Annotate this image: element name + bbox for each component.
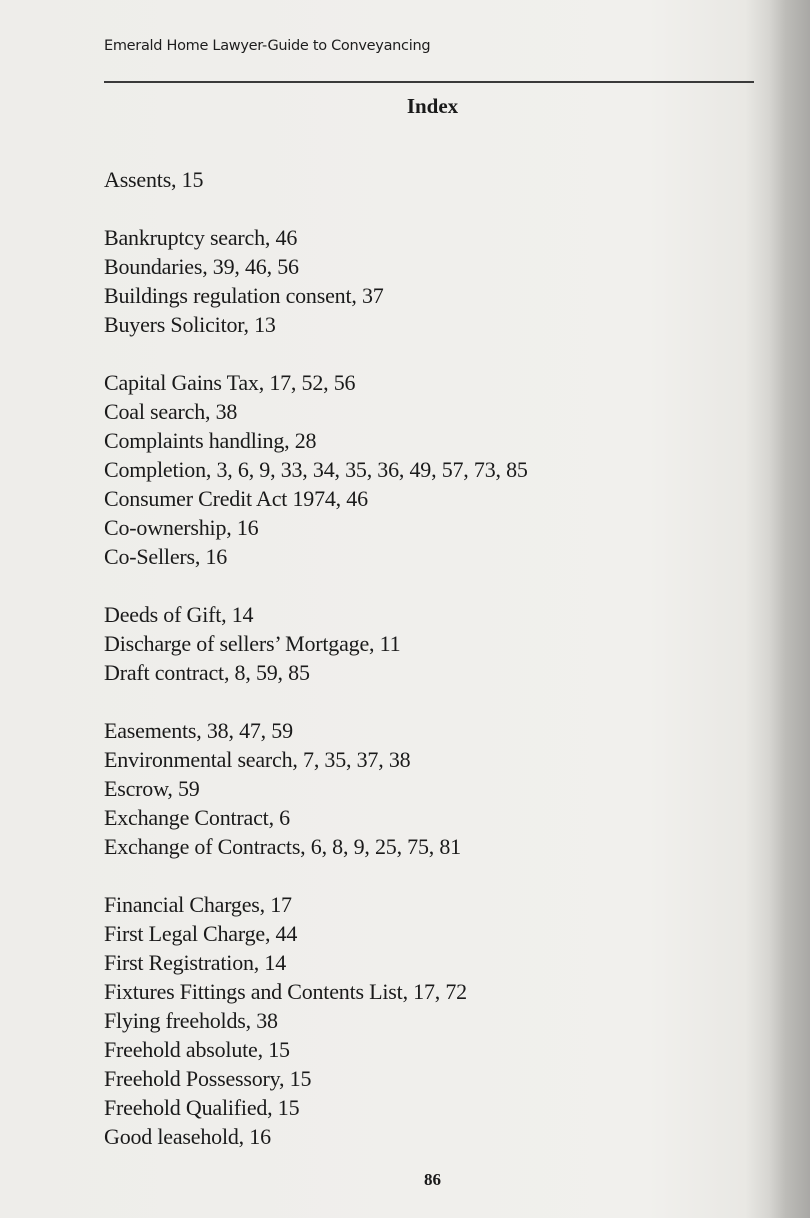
index-entry: Flying freeholds, 38 [104, 1008, 278, 1033]
index-entry: Draft contract, 8, 59, 85 [104, 660, 310, 685]
header-rule [104, 81, 754, 83]
index-entry: Co-ownership, 16 [104, 515, 259, 540]
index-entry: Boundaries, 39, 46, 56 [104, 254, 299, 279]
index-group [104, 165, 528, 194]
index-entry: Complaints handling, 28 [104, 428, 317, 453]
index-list [104, 165, 528, 1180]
index-entry: Buyers Solicitor, 13 [104, 312, 276, 337]
index-entry: First Legal Charge, 44 [104, 921, 298, 946]
index-entry: Freehold Possessory, 15 [104, 1066, 312, 1091]
index-group [104, 223, 528, 339]
running-header: Emerald Home Lawyer-Guide to Conveyancing [104, 38, 431, 54]
index-entry: Coal search, 38 [104, 399, 238, 424]
index-entry: Discharge of sellers’ Mortgage, 11 [104, 631, 401, 656]
index-entry: Good leasehold, 16 [104, 1124, 271, 1149]
index-entry: Easements, 38, 47, 59 [104, 718, 293, 743]
page-number: 86 [424, 1170, 441, 1189]
index-group [104, 368, 528, 571]
index-entry: Assents, 15 [104, 167, 204, 192]
index-entry: Buildings regulation consent, 37 [104, 283, 384, 308]
page-title: Index [406, 94, 459, 118]
index-entry: Deeds of Gift, 14 [104, 602, 254, 627]
index-entry: Environmental search, 7, 35, 37, 38 [104, 747, 411, 772]
index-entry: Bankruptcy search, 46 [104, 225, 298, 250]
index-entry: Freehold Qualified, 15 [104, 1095, 300, 1120]
index-group [104, 600, 528, 687]
index-entry: Escrow, 59 [104, 776, 200, 801]
index-entry: Capital Gains Tax, 17, 52, 56 [104, 370, 356, 395]
index-entry: Exchange of Contracts, 6, 8, 9, 25, 75, 81 [104, 834, 461, 859]
index-group [104, 716, 528, 861]
index-entry: First Registration, 14 [104, 950, 286, 975]
index-entry: Exchange Contract, 6 [104, 805, 290, 830]
index-entry: Consumer Credit Act 1974, 46 [104, 486, 368, 511]
index-group [104, 890, 528, 1151]
index-entry: Fixtures Fittings and Contents List, 17, 72 [104, 979, 467, 1004]
index-entry: Freehold absolute, 15 [104, 1037, 290, 1062]
index-entry: Completion, 3, 6, 9, 33, 34, 35, 36, 49, 57, 73, 85 [104, 457, 528, 482]
index-entry: Financial Charges, 17 [104, 892, 292, 917]
index-entry: Co-Sellers, 16 [104, 544, 228, 569]
